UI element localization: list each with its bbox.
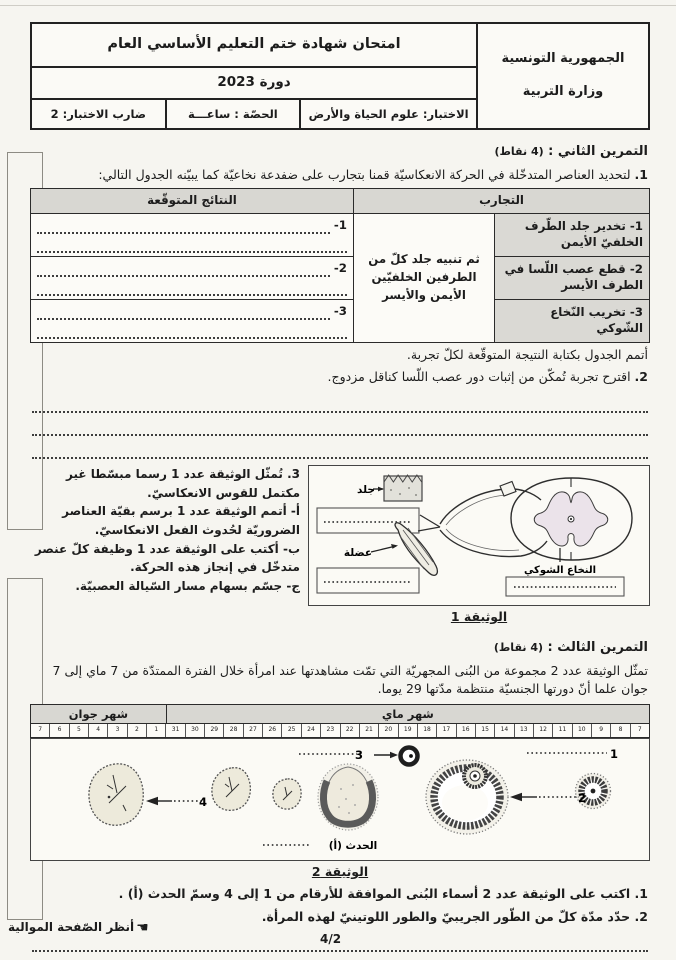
exercise2-points: (4 نقاط) — [494, 145, 544, 158]
question-number: 2. — [634, 369, 648, 385]
exercise2-heading — [32, 143, 648, 162]
question-text: تُمثّل الوثيقة عدد 1 رسما مبسّطا غير مكتمل للقوس الانعكاسيّ. — [65, 467, 300, 500]
muscle-drawing — [395, 523, 437, 576]
calendar-day: 6 — [50, 724, 69, 737]
page-number: 4/2 — [320, 931, 342, 946]
result-number: 1- — [333, 217, 347, 232]
dotted-answer-line — [37, 236, 347, 253]
republic-label: الجمهورية التونسية — [501, 51, 625, 67]
document2-caption: الوثيقة 2 — [311, 864, 369, 880]
table-row — [31, 256, 650, 299]
stimulus-cell: ثم تنبيه جلد كلّ من الطرفين الخلفيّين الأيمن والأيسر — [354, 213, 495, 342]
calendar-day: 23 — [321, 724, 340, 737]
question-number: 1. — [634, 886, 648, 902]
dotted-answer-line — [32, 413, 648, 436]
dotted-answer-line — [37, 305, 330, 320]
exam-duration: الحصّة : ساعـــة — [165, 100, 300, 128]
result-cell-2 — [31, 256, 354, 299]
question-text: اقترح تجربة تُمكّن من إثبات دور عصب اللّسا كناقل مزدوج. — [327, 369, 631, 385]
calendar-day: 15 — [476, 724, 495, 737]
calendar-day: 7 — [637, 726, 642, 734]
result-number: 3- — [333, 303, 347, 318]
calendar-day: 11 — [553, 724, 572, 737]
exercise3-points: (4 نقاط) — [493, 641, 544, 655]
scan-edge — [0, 5, 676, 6]
corpus-luteum-large — [89, 764, 143, 825]
structure-label-4: 4 — [198, 795, 207, 810]
question-text: اكتب على الوثيقة عدد 2 أسماء البُنى الموافقة للأرقام من 1 إلى 4 وسمّ الحدث (أ) . — [118, 886, 631, 902]
dotted-answer-line — [32, 390, 648, 413]
structure-label-3: 3 — [354, 748, 363, 763]
calendar-day: 19 — [399, 724, 418, 737]
calendar-day: 18 — [418, 724, 437, 737]
exercise2-question1 — [32, 166, 648, 184]
calendar-day: 28 — [224, 724, 243, 737]
ministry-label: وزارة التربية — [522, 84, 604, 99]
reflex-arc-diagram — [310, 466, 649, 600]
calendar-day: 24 — [302, 724, 321, 737]
exercise3-intro: تمثّل الوثيقة عدد 2 مجموعة من البُنى المجهريّة التي تمّت مشاهدتها عند امرأة خلال الفترة الممتدّة من 7 ماي إلى 7 جوان علما أنّ دورتها الجنسيّة منتظمة مدّتها 29 يوما. — [52, 663, 648, 697]
structure-label-1: 1 — [609, 747, 618, 762]
experiment-cell-2: 2- قطع عصب اللّسا في الطرف الأيسر — [495, 256, 650, 299]
ministry-block — [476, 24, 648, 128]
question-number: 3. — [287, 467, 300, 482]
document1-caption: الوثيقة 1 — [450, 609, 508, 625]
result-number: 2- — [333, 260, 347, 275]
document2-frame — [30, 738, 650, 861]
follicle-structure-2 — [426, 760, 508, 834]
calendar-day: 20 — [379, 724, 398, 737]
calendar-day: 7 — [31, 724, 50, 737]
structure-label-2: 2 — [577, 791, 586, 806]
calendar-day: 16 — [457, 724, 476, 737]
result-cell-3 — [31, 299, 354, 342]
calendar-day: 4 — [89, 724, 108, 737]
month-may-header: شهر ماي — [167, 705, 649, 724]
answer-box — [506, 577, 624, 596]
event-a-label: الحدث (أ) — [328, 840, 378, 853]
ovarian-structures-diagram — [35, 739, 649, 855]
corpus-luteum-small — [273, 779, 301, 809]
question-text: لتحديد العناصر المتدخّلة في الحركة الانعكاسيّة قمنا بتجارب على ضفدعة نخاعيّة كما يبيّنه الجدول التالي: — [98, 166, 631, 182]
complete-table-note: أتمم الجدول بكتابة النتيجة المتوقّعة لكلّ تجربة. — [406, 346, 648, 362]
calendar-day: 5 — [70, 724, 89, 737]
table-row — [31, 213, 650, 256]
calendar-day: 27 — [244, 724, 263, 737]
ovum-structure-3 — [401, 748, 418, 765]
exam-title: امتحان شهادة ختم التعليم الأساسي العام — [32, 24, 476, 68]
spinal-cord-label: النخاع الشوكي — [523, 565, 597, 577]
exercise3-title: التمرين الثالث : — [547, 640, 648, 656]
calendar-day: 8 — [611, 724, 630, 737]
question-3a: أ- أتمم الوثيقة عدد 1 برسم بقيّة العناصر الضروريّة لحُدوث الفعل الانعكاسيّ. — [62, 504, 300, 537]
experiments-table — [30, 188, 650, 343]
calendar-day: 17 — [437, 724, 456, 737]
calendar-strip — [30, 704, 650, 739]
experiment-cell-1: 1- تخدير جلد الطّرف الخلفيّ الأيمن — [495, 213, 650, 256]
question-3c: ج- جسّم بسهام مسار السّيالة العصبيّة. — [75, 578, 300, 593]
experiments-column-header: التجارب — [354, 188, 650, 213]
next-page-label: أنظر الصّفحة الموالية — [8, 920, 135, 935]
dotted-answer-line — [37, 219, 330, 234]
question-3b: ب- أكتب على الوثيقة عدد 1 وظيفة كلّ عنصر متدخّل في إنجاز هذه الحركة. — [34, 541, 300, 575]
dotted-answer-line — [37, 322, 347, 339]
calendar-day: 12 — [534, 724, 553, 737]
results-column-header: النتائج المتوقّعة — [31, 188, 354, 213]
calendar-day: 31 — [166, 724, 185, 737]
answer-box — [317, 568, 419, 593]
question-number: 1. — [634, 166, 648, 182]
calendar-day: 14 — [495, 724, 514, 737]
exam-header — [30, 22, 650, 130]
corpus-luteum-medium — [212, 768, 250, 811]
next-page-note — [8, 918, 149, 938]
exam-subject: الاختبار: علوم الحياة والأرض — [299, 100, 476, 128]
skin-drawing — [384, 475, 422, 501]
calendar-day: 1 — [147, 724, 166, 737]
dotted-answer-line — [37, 279, 347, 296]
dotted-answer-line — [32, 436, 648, 459]
document1-figure — [308, 465, 650, 626]
experiment-cell-3: 3- تخريب النّخاع الشّوكي — [495, 299, 650, 342]
question-number: 2. — [634, 908, 648, 924]
exam-coefficient: ضارب الاختبار: 2 — [50, 106, 146, 121]
calendar-day: 2 — [128, 724, 147, 737]
calendar-day: 26 — [263, 724, 282, 737]
calendar-day: 21 — [360, 724, 379, 737]
question-text: حدّد مدّة كلّ من الطّور الجريبيّ والطور اللوتينيّ لهذه المرأة. — [261, 908, 631, 924]
dotted-answer-line — [37, 262, 330, 277]
ovulation-structure — [318, 764, 378, 830]
exercise3-heading — [32, 639, 648, 658]
exercise2-question2 — [32, 368, 648, 386]
result-cell-1 — [31, 213, 354, 256]
calendar-days-row — [31, 724, 649, 737]
exam-session: دورة 2023 — [32, 68, 476, 100]
calendar-day: 30 — [186, 724, 205, 737]
spinal-cord-section — [511, 478, 632, 560]
skin-label: جلد — [357, 484, 375, 497]
calendar-day: 22 — [341, 724, 360, 737]
table-row — [31, 299, 650, 342]
muscle-label: عضلة — [343, 547, 373, 560]
exercise2-question3 — [30, 465, 300, 626]
calendar-day: 29 — [205, 724, 224, 737]
calendar-day: 10 — [573, 724, 592, 737]
calendar-day: 3 — [108, 724, 127, 737]
exercise3-question1 — [32, 885, 648, 903]
calendar-day: 25 — [282, 724, 301, 737]
exercise2-title: التمرين الثاني : — [548, 144, 648, 159]
pointing-hand-icon: ☚ — [136, 919, 149, 936]
month-june-header: شهر جوان — [31, 705, 167, 724]
calendar-day: 13 — [515, 724, 534, 737]
calendar-day: 9 — [592, 724, 611, 737]
document1-frame — [308, 465, 650, 606]
